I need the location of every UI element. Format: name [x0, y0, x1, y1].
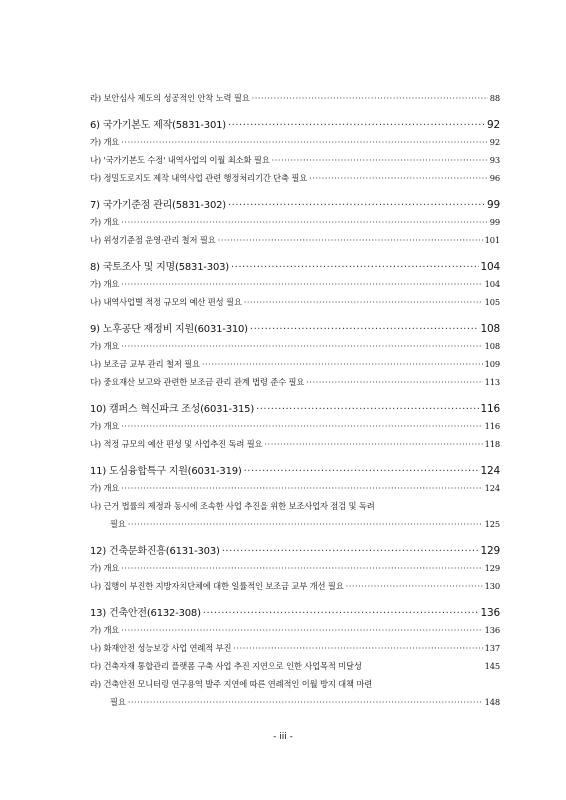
toc-entry-title-continued: 필요 — [110, 519, 126, 529]
toc-entry-title: 10) 캠퍼스 혁신파크 조성(6031-315) — [90, 404, 255, 415]
toc-page-number: 104 — [480, 261, 500, 273]
dot-leader — [244, 464, 479, 480]
toc-page-number: 104 — [484, 279, 500, 289]
toc-entry[interactable] — [90, 497, 500, 533]
dot-leader — [202, 355, 483, 373]
toc-section[interactable] — [90, 543, 500, 559]
toc-entry[interactable] — [90, 657, 500, 675]
toc-entry[interactable] — [90, 435, 500, 453]
dot-leader — [264, 435, 482, 453]
dot-leader — [228, 198, 485, 214]
table-of-contents — [90, 89, 500, 711]
dot-leader — [272, 151, 488, 169]
dot-leader — [244, 293, 483, 311]
dot-leader — [233, 639, 482, 657]
toc-page-number: 129 — [484, 563, 500, 573]
toc-section[interactable] — [90, 117, 500, 133]
toc-entry[interactable] — [90, 89, 500, 107]
dot-leader — [346, 577, 483, 595]
toc-entry[interactable] — [90, 417, 500, 435]
toc-entry[interactable] — [90, 479, 500, 497]
toc-section[interactable] — [90, 463, 500, 479]
toc-section[interactable] — [90, 259, 500, 275]
toc-page-number: 124 — [484, 483, 500, 493]
dot-leader — [309, 169, 488, 187]
toc-section[interactable] — [90, 401, 500, 417]
toc-page-number: 99 — [489, 217, 500, 227]
toc-entry[interactable] — [90, 355, 500, 373]
toc-page-number: 108 — [480, 323, 500, 335]
toc-page-number: 136 — [484, 625, 500, 635]
toc-entry[interactable] — [90, 373, 500, 391]
toc-entry[interactable] — [90, 337, 500, 355]
toc-entry-title: 8) 국토조사 및 지명(5831-303) — [90, 262, 229, 273]
dot-leader — [121, 479, 482, 497]
dot-leader — [231, 260, 479, 276]
toc-entry-title: 가) 개요 — [90, 625, 120, 635]
toc-entry-title: 가) 개요 — [90, 279, 120, 289]
toc-page-number: 129 — [480, 545, 500, 557]
toc-entry[interactable] — [90, 213, 500, 231]
toc-entry-title: 라) 건축안전 모니터링 연구용역 발주 지연에 따른 연례적인 이월 방지 대책 마련 — [90, 679, 373, 689]
toc-entry-title: 가) 개요 — [90, 483, 120, 493]
toc-entry-title: 나) 보조금 교부 관리 철저 필요 — [90, 359, 200, 369]
toc-entry-title: 가) 개요 — [90, 341, 120, 351]
dot-leader — [203, 606, 479, 622]
toc-entry[interactable] — [90, 621, 500, 639]
toc-entry-title: 가) 개요 — [90, 137, 120, 147]
dot-leader — [222, 544, 479, 560]
dot-leader — [121, 417, 482, 435]
toc-entry[interactable] — [90, 559, 500, 577]
toc-section[interactable] — [90, 321, 500, 337]
dot-leader — [256, 402, 478, 418]
toc-entry[interactable] — [90, 275, 500, 293]
toc-entry-title: 13) 건축안전(6132-308) — [90, 608, 201, 619]
toc-entry-title: 9) 노후공단 재정비 지원(6031-310) — [90, 324, 248, 335]
toc-page-number: 88 — [489, 93, 500, 103]
toc-entry-title: 가) 개요 — [90, 217, 120, 227]
toc-entry-title: 다) 중요재산 보고와 관련한 보조금 관리 관계 법령 준수 필요 — [90, 377, 305, 387]
toc-page-number: 136 — [480, 607, 500, 619]
dot-leader — [128, 693, 483, 711]
toc-entry-title: 나) 근거 법률의 제정과 동시에 조속한 사업 추진을 위한 보조사업자 점검 및 독려 — [90, 501, 375, 511]
toc-entry[interactable] — [90, 151, 500, 169]
toc-entry[interactable] — [90, 133, 500, 151]
toc-entry-title: 나) 집행이 부진한 지방자치단체에 대한 일률적인 보조금 교부 개선 필요 — [90, 581, 344, 591]
dot-leader — [250, 322, 479, 338]
toc-page-number: 92 — [489, 137, 500, 147]
toc-entry-title: 다) 정밀도로지도 제작 내역사업 관련 행정처리기간 단축 필요 — [90, 173, 308, 183]
toc-page-number: 99 — [487, 199, 500, 211]
page-number: - iii - — [273, 732, 293, 742]
toc-page-number: 92 — [487, 119, 500, 131]
toc-entry[interactable] — [90, 293, 500, 311]
dot-leader — [128, 515, 483, 533]
toc-page-number: 124 — [480, 465, 500, 477]
toc-page-number: 137 — [484, 643, 500, 653]
toc-page-number: 148 — [484, 697, 500, 707]
toc-page-number: 93 — [489, 155, 500, 165]
toc-entry-title: 12) 건축문화진흥(6131-303) — [90, 546, 220, 557]
dot-leader — [228, 118, 485, 134]
toc-entry[interactable] — [90, 231, 500, 249]
toc-entry[interactable] — [90, 639, 500, 657]
toc-entry-title: 7) 국가기준점 관리(5831-302) — [90, 200, 226, 211]
toc-page-number: 130 — [484, 581, 500, 591]
toc-entry-title: 라) 보안심사 제도의 성공적인 안착 노력 필요 — [90, 93, 250, 103]
toc-entry-title: 가) 개요 — [90, 421, 120, 431]
toc-page-number: 116 — [484, 421, 500, 431]
toc-entry-title: 나) 화재안전 성능보강 사업 연례적 부진 — [90, 643, 232, 653]
dot-leader — [218, 231, 483, 249]
toc-entry[interactable] — [90, 675, 500, 711]
dot-leader — [121, 275, 482, 293]
toc-entry-title: 나) 위성기준점 운영·관리 철저 필요 — [90, 235, 216, 245]
dot-leader — [306, 373, 482, 391]
dot-leader — [121, 559, 482, 577]
toc-entry-title-continued: 필요 — [110, 697, 126, 707]
toc-page-number: 113 — [484, 377, 500, 387]
toc-page-number: 125 — [484, 519, 500, 529]
toc-section[interactable] — [90, 605, 500, 621]
toc-page-number: 145 — [484, 661, 500, 671]
toc-entry-title: 다) 건축자재 통합관리 플랫폼 구축 사업 추진 지연으로 인한 사업목적 미달성 — [90, 661, 362, 671]
toc-entry[interactable] — [90, 577, 500, 595]
dot-leader — [121, 621, 482, 639]
toc-page-number: 118 — [484, 439, 500, 449]
toc-entry-title: 나) 적정 규모의 예산 편성 및 사업추진 독려 필요 — [90, 439, 263, 449]
dot-leader — [121, 133, 488, 151]
dot-leader — [121, 213, 488, 231]
toc-entry-title: 6) 국가기본도 제작(5831-301) — [90, 120, 226, 131]
toc-entry-title: 나) '국가기본도 수정' 내역사업의 이월 최소화 필요 — [90, 155, 270, 165]
dot-leader — [252, 89, 488, 107]
toc-page-number: 116 — [480, 403, 500, 415]
dot-leader — [121, 337, 482, 355]
toc-section[interactable] — [90, 197, 500, 213]
toc-entry-title: 가) 개요 — [90, 563, 120, 573]
toc-page-number: 108 — [484, 341, 500, 351]
toc-page-number: 96 — [489, 173, 500, 183]
toc-entry-title: 11) 도심융합특구 지원(6031-319) — [90, 466, 242, 477]
toc-entry-title: 나) 내역사업별 적정 규모의 예산 편성 필요 — [90, 297, 242, 307]
toc-page-number: 109 — [484, 359, 500, 369]
toc-page-number: 105 — [484, 297, 500, 307]
toc-page-number: 101 — [484, 235, 500, 245]
toc-entry[interactable] — [90, 169, 500, 187]
